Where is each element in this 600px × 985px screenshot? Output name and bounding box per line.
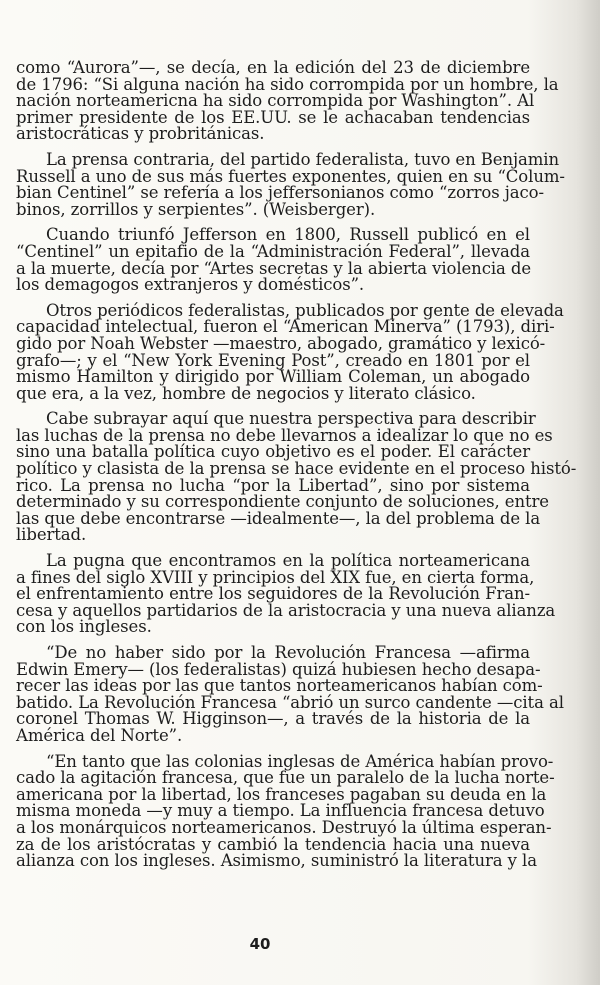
text-line: “Centinel” un epitafio de la “Administración Federal”, llevada xyxy=(16,241,530,261)
text-line: Edwin Emery— (los federalistas) quizá hubiesen hecho desapa- xyxy=(16,659,541,679)
text-line: americana por la libertad, los franceses pagaban su deuda en la xyxy=(16,784,547,804)
text-line: cesa y aquellos partidarios de la aristocracia y una nueva alianza xyxy=(16,600,556,620)
text-line: “En tanto que las colonias inglesas de América habían provo- xyxy=(46,751,554,771)
text-line: de 1796: “Si alguna nación ha sido corrompida por un hombre, la xyxy=(16,74,559,94)
paragraph xyxy=(16,751,555,871)
text-line: Otros periódicos federalistas, publicados por gente de elevada xyxy=(46,300,564,320)
text-line: misma moneda —y muy a tiempo. La influencia francesa detuvo xyxy=(16,801,545,821)
text-line: alianza con los ingleses. Asimismo, suministró la literatura y la xyxy=(16,851,537,871)
paragraph xyxy=(16,300,564,403)
text-line: za de los aristócratas y cambió la tendencia hacia una nueva xyxy=(16,834,530,854)
paragraph xyxy=(16,409,577,545)
text-line: a fines del siglo XVIII y principios del XIX fue, en cierta forma, xyxy=(16,567,535,587)
text-line: a la muerte, decía por “Artes secretas y la abierta violencia de xyxy=(16,258,532,278)
text-line: primer presidente de los EE.UU. se le achacaban tendencias xyxy=(16,107,530,127)
text-line: mismo Hamilton y dirigido por William Coleman, un abogado xyxy=(16,367,530,387)
text-line: las luchas de la prensa no debe llevarnos a idealizar lo que no es xyxy=(16,425,553,445)
text-line: binos, zorrillos y serpientes”. (Weisberger). xyxy=(16,199,376,219)
text-line: cado la agitación francesa, que fue un paralelo de la lucha norte- xyxy=(16,768,555,788)
text-line: bian Centinel” se refería a los jeffersonianos como “zorros jaco- xyxy=(16,183,544,203)
text-line: coronel Thomas W. Higginson—, a través de la historia de la xyxy=(16,709,530,729)
text-line: las que debe encontrarse —idealmente—, la del problema de la xyxy=(16,508,541,528)
text-line: Cuando triunfó Jefferson en 1800, Russell publicó en el xyxy=(46,225,530,245)
text-line: a los monárquicos norteamericanos. Destruyó la última esperan- xyxy=(16,817,552,837)
text-line: aristocráticas y probritánicas. xyxy=(16,124,265,144)
text-line: Russell a uno de sus más fuertes exponentes, quien en su “Colum- xyxy=(16,166,565,186)
text-line: con los ingleses. xyxy=(16,617,152,637)
text-line: como “Aurora”—, se decía, en la edición del 23 de diciembre xyxy=(16,58,530,77)
text-line: rico. La prensa no lucha “por la Libertad”, sino por sistema xyxy=(16,475,530,495)
text-line: determinado y su correspondiente conjunto de soluciones, entre xyxy=(16,492,549,512)
text-line: sino una batalla política cuyo objetivo es el poder. El carácter xyxy=(16,442,530,462)
paragraph xyxy=(16,551,556,637)
text-line: Cabe subrayar aquí que nuestra perspectiva para describir xyxy=(46,409,536,429)
text-line: capacidad intelectual, fueron el “American Minerva” (1793), diri- xyxy=(16,317,555,337)
text-line: América del Norte”. xyxy=(16,725,183,745)
paragraph xyxy=(16,227,530,293)
body-text xyxy=(16,58,577,871)
page-number: 40 xyxy=(249,935,271,953)
text-line: los demagogos extranjeros y domésticos”. xyxy=(16,275,365,295)
paragraph xyxy=(16,58,559,144)
text-line: “De no haber sido por la Revolución Francesa —afirma xyxy=(46,643,530,662)
text-line: político y clasista de la prensa se hace evidente en el proceso histó- xyxy=(16,459,577,479)
text-line: batido. La Revolución Francesa “abrió un surco candente —cita al xyxy=(16,692,564,712)
text-line: grafo—; y el “New York Evening Post”, creado en 1801 por el xyxy=(16,350,530,370)
text-line: libertad. xyxy=(16,525,87,545)
text-line: gido por Noah Webster —maestro, abogado, gramático y lexicó- xyxy=(16,333,546,353)
text-line: recer las ideas por las que tantos norteamericanos habían com- xyxy=(16,676,543,696)
text-line: nación norteamericna ha sido corrompida por Washington”. Al xyxy=(16,91,535,111)
text-line: el enfrentamiento entre los seguidores de la Revolución Fran- xyxy=(16,584,530,604)
text-line: que era, a la vez, hombre de negocios y literato clásico. xyxy=(16,383,476,403)
text-line: La prensa contraria, del partido federalista, tuvo en Benjamin xyxy=(46,149,559,169)
text-line: La pugna que encontramos en la política norteamericana xyxy=(46,551,530,571)
paragraph xyxy=(16,643,564,745)
paragraph xyxy=(16,149,565,219)
